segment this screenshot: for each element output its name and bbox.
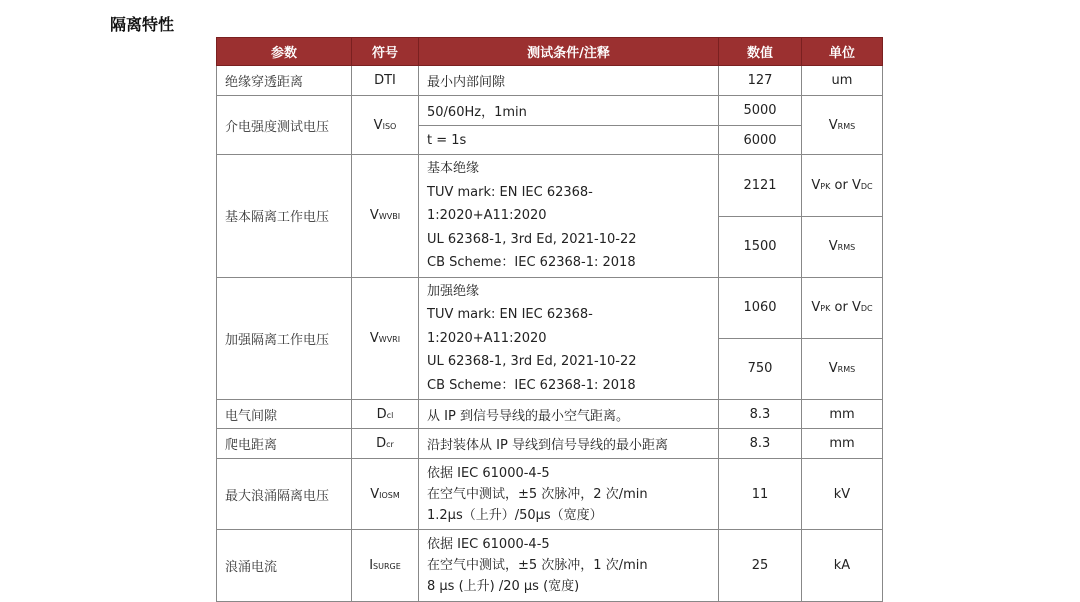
unit-cell: mm <box>802 400 883 429</box>
unit-cell <box>802 217 883 277</box>
header-row <box>217 38 883 66</box>
symbol-cell <box>352 400 419 429</box>
symbol-sub: ISO <box>382 121 397 131</box>
symbol-sub: cl <box>386 410 394 420</box>
value-cell: 1500 <box>719 217 802 277</box>
desc-line: 依据 IEC 61000-4-5 <box>427 465 550 481</box>
table-row <box>217 459 883 530</box>
desc-cell <box>419 459 719 530</box>
desc-cell <box>419 530 719 602</box>
symbol-cell <box>352 459 419 530</box>
value-cell: 8.3 <box>719 429 802 459</box>
symbol-cell <box>352 96 419 155</box>
header-unit: 单位 <box>802 38 883 66</box>
symbol-sub: cr <box>386 440 394 449</box>
symbol-sub: WVRI <box>378 334 401 344</box>
value-cell: 11 <box>719 459 802 530</box>
value-cell: 8.3 <box>719 400 802 429</box>
table-row <box>217 530 883 602</box>
desc-cell <box>419 155 719 278</box>
value-cell: 1060 <box>719 277 802 338</box>
desc-cell: t = 1s <box>419 126 719 155</box>
param-cell: 爬电距离 <box>217 429 352 459</box>
desc-line: 8 μs (上升) /20 μs (宽度) <box>427 579 580 594</box>
symbol-cell: DTI <box>352 66 419 96</box>
param-cell: 加强隔离工作电压 <box>217 277 352 400</box>
unit-base: V <box>828 361 838 377</box>
unit-or: or <box>830 178 852 194</box>
symbol-base: I <box>369 558 374 573</box>
symbol-base: V <box>369 330 379 346</box>
table-row <box>217 96 883 126</box>
unit-sub: RMS <box>837 121 856 131</box>
unit-cell <box>802 277 883 338</box>
value-cell: 25 <box>719 530 802 602</box>
header-condition: 测试条件/注释 <box>419 38 719 66</box>
param-cell: 电气间隙 <box>217 400 352 429</box>
header-symbol: 符号 <box>352 38 419 66</box>
desc-line: 依据 IEC 61000-4-5 <box>427 537 550 552</box>
desc-line: CB Scheme：IEC 62368-1: 2018 <box>427 255 636 270</box>
symbol-cell <box>352 429 419 459</box>
desc-line: TUV mark: EN IEC 62368-1:2020+A11:2020 <box>427 307 593 346</box>
unit-cell: um <box>802 66 883 96</box>
unit-base: V <box>811 300 821 316</box>
symbol-sub: SURGE <box>373 562 401 571</box>
unit-sub: RMS <box>837 243 856 253</box>
unit-cell: kV <box>802 459 883 530</box>
desc-line: CB Scheme：IEC 62368-1: 2018 <box>427 377 636 393</box>
symbol-base: V <box>370 486 380 502</box>
unit-sub: PK <box>820 182 831 192</box>
unit-cell: kA <box>802 530 883 602</box>
desc-cell: 沿封装体从 IP 导线到信号导线的最小距离 <box>419 429 719 459</box>
value-cell: 6000 <box>719 126 802 155</box>
header-value: 数值 <box>719 38 802 66</box>
table-row <box>217 277 883 338</box>
desc-cell: 从 IP 到信号导线的最小空气距离。 <box>419 400 719 429</box>
symbol-cell <box>352 277 419 400</box>
unit-cell <box>802 155 883 217</box>
desc-cell: 最小内部间隙 <box>419 66 719 96</box>
symbol-sub: WVBI <box>378 212 401 222</box>
desc-line: 在空气中测试，±5 次脉冲，2 次/min <box>427 486 648 502</box>
unit-cell <box>802 96 883 155</box>
desc-line: UL 62368-1, 3rd Ed, 2021-10-22 <box>427 231 637 247</box>
table-row <box>217 155 883 217</box>
param-cell: 浪涌电流 <box>217 530 352 602</box>
isolation-table <box>216 37 883 602</box>
desc-line: 基本绝缘 <box>427 161 480 176</box>
symbol-base: V <box>373 117 383 133</box>
param-cell: 最大浪涌隔离电压 <box>217 459 352 530</box>
unit-base: V <box>851 178 861 194</box>
value-cell: 750 <box>719 338 802 399</box>
symbol-base: D <box>376 406 387 422</box>
desc-line: UL 62368-1, 3rd Ed, 2021-10-22 <box>427 354 637 369</box>
symbol-cell <box>352 155 419 278</box>
value-cell: 2121 <box>719 155 802 217</box>
unit-cell: mm <box>802 429 883 459</box>
param-cell: 绝缘穿透距离 <box>217 66 352 96</box>
desc-line: 1.2μs（上升）/50μs（宽度） <box>427 507 603 523</box>
unit-sub: DC <box>860 304 873 314</box>
symbol-cell <box>352 530 419 602</box>
table-row <box>217 400 883 429</box>
value-cell: 127 <box>719 66 802 96</box>
unit-or: or <box>830 300 852 316</box>
symbol-base: D <box>376 436 387 451</box>
desc-cell <box>419 277 719 400</box>
unit-base: V <box>828 239 838 255</box>
unit-sub: PK <box>820 304 831 314</box>
section-title: 隔离特性 <box>110 15 175 34</box>
desc-line: TUV mark: EN IEC 62368-1:2020+A11:2020 <box>427 184 593 223</box>
param-cell: 介电强度测试电压 <box>217 96 352 155</box>
desc-line: 在空气中测试，±5 次脉冲，1 次/min <box>427 558 648 573</box>
unit-base: V <box>828 117 838 133</box>
unit-sub: DC <box>860 182 873 192</box>
table-row <box>217 66 883 96</box>
value-cell: 5000 <box>719 96 802 126</box>
unit-base: V <box>851 300 861 316</box>
symbol-base: V <box>369 208 379 224</box>
header-param: 参数 <box>217 38 352 66</box>
unit-sub: RMS <box>837 365 856 375</box>
desc-line: 加强绝缘 <box>427 283 480 299</box>
table-row <box>217 429 883 459</box>
param-cell: 基本隔离工作电压 <box>217 155 352 278</box>
symbol-sub: IOSM <box>379 490 400 500</box>
desc-cell: 50/60Hz，1min <box>419 96 719 126</box>
unit-cell <box>802 338 883 399</box>
unit-base: V <box>811 178 821 194</box>
